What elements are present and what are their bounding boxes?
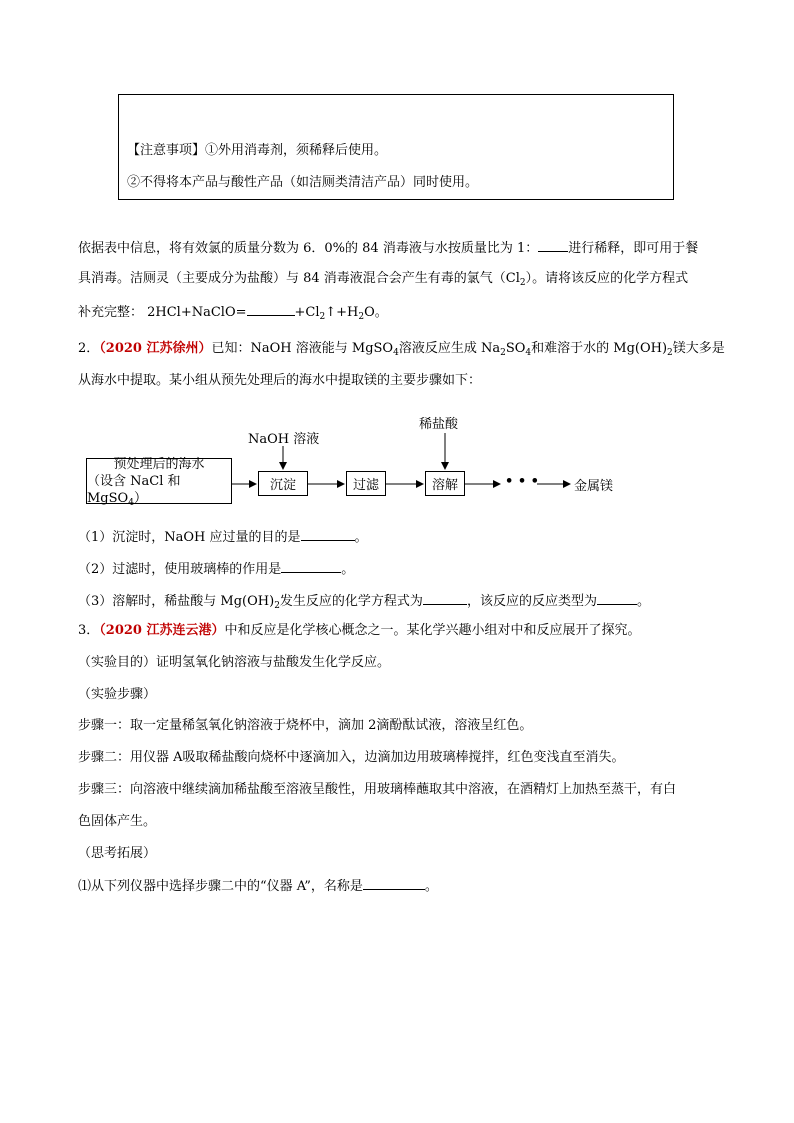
step-precipitate-box: 沉淀 xyxy=(258,471,308,496)
q3-line1: 3．（2020 江苏连云港）中和反应是化学核心概念之一。某化学兴趣小组对中和反应展开了探究。 xyxy=(78,623,641,638)
answer-blank[interactable] xyxy=(423,591,467,605)
q2-sub2: （2）过滤时，使用玻璃棒的作用是 。 xyxy=(78,559,354,579)
answer-blank[interactable] xyxy=(281,559,341,573)
para1-line1: 依据表中信息，将有效氯的质量分数为 6．0%的 84 消毒液与水按质量比为 1： 进行稀释，即可用于餐 xyxy=(78,238,698,258)
answer-blank[interactable] xyxy=(301,527,355,541)
q3-steps-title: （实验步骤） xyxy=(78,687,157,702)
raw-seawater-box: 预处理后的海水 （设含 NaCl 和 MgSO$_4$） xyxy=(86,458,232,504)
q2-line2: 从海水中提取。某小组从预先处理后的海水中提取镁的主要步骤如下： xyxy=(78,373,482,388)
q2-source: （2020 江苏徐州） xyxy=(99,341,212,356)
q3-source: （2020 江苏连云港） xyxy=(99,623,225,638)
answer-blank[interactable] xyxy=(597,591,637,605)
q3-step2: 步骤二：用仪器 A吸取稀盐酸向烧杯中逐滴加入，边滴加边用玻璃棒搅拌，红色变浅直至消失。 xyxy=(78,750,625,765)
answer-blank[interactable] xyxy=(363,876,425,890)
step-dissolve-box: 溶解 xyxy=(425,471,465,496)
reagent-hcl-label: 稀盐酸 xyxy=(419,417,459,432)
q3-step3-line2: 色固体产生。 xyxy=(78,814,157,829)
reagent-naoh-label: NaOH 溶液 xyxy=(248,432,320,447)
product-magnesium-label: 金属镁 xyxy=(574,479,614,494)
q3-step1: 步骤一：取一定量稀氢氧化钠溶液于烧杯中，滴加 2滴酚酞试液，溶液呈红色。 xyxy=(78,718,533,733)
q2-line1: 2．（2020 江苏徐州）已知：NaOH 溶液能与 MgSO$_4$溶液反应生成 $Na_2SO_4$和难溶于水的 $Mg(OH)_2$镁大多是 xyxy=(78,341,725,358)
q2-sub1: （1）沉淀时，NaOH 应过量的目的是 。 xyxy=(78,527,368,547)
ellipsis-dots: • • • xyxy=(505,474,539,489)
notice-line-2: ②不得将本产品与酸性产品（如洁厕类清洁产品）同时使用。 xyxy=(127,175,479,190)
q3-step3-line1: 步骤三：向溶液中继续滴加稀盐酸至溶液呈酸性，用玻璃棒蘸取其中溶液，在酒精灯上加热至蒸干，有白 xyxy=(78,782,677,797)
q2-sub3: （3）溶解时，稀盐酸与 $Mg(OH)_2$发生反应的化学方程式为 ，该反应的反应类型为 。 xyxy=(78,591,650,611)
notice-line-1: 【注意事项】①外用消毒剂，须稀释后使用。 xyxy=(127,143,388,158)
q3-purpose: （实验目的）证明氢氧化钠溶液与盐酸发生化学反应。 xyxy=(78,655,391,670)
step-filter-box: 过滤 xyxy=(346,471,386,496)
para1-line2: 具消毒。洁厕灵（主要成分为盐酸）与 84 消毒液混合会产生有毒的氯气$(Cl_2)$。请将该反应的化学方程式 xyxy=(78,271,689,288)
para1-line3: 补充完整： 2HCl+NaClO= $+Cl_2↑+H_2O$。 xyxy=(78,302,388,322)
flow-arrows xyxy=(0,0,794,560)
q3-think-title: （思考拓展） xyxy=(78,846,157,861)
q3-think-q1: ⑴从下列仪器中选择步骤二中的“仪器 A”，名称是 。 xyxy=(78,876,438,896)
